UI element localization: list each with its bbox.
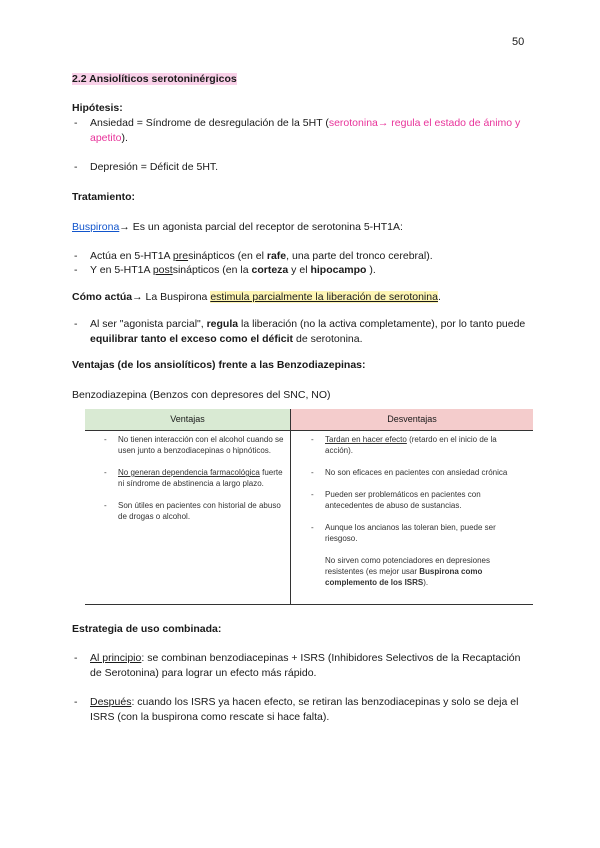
how-it-works: Cómo actúa→ La Buspirona estimula parcialmente la liberación de serotonina. [72,291,441,303]
list-item: - Y en 5-HT1A postsinápticos (en la corteza y el hipocampo ). [74,264,376,276]
treatment-intro: Buspirona→ Es un agonista parcial del receptor de serotonina 5-HT1A: [72,221,403,233]
list-item: - Al principio: se combinan benzodiacepinas + ISRS (Inhibidores Selectivos de la Recaptación de Serotonina) para lograr un efecto más rápido. [74,652,521,679]
table-item: - Son útiles en pacientes con historial de abuso de drogas o alcohol. [104,501,281,521]
list-item: - Ansiedad = Síndrome de desregulación de la 5HT (serotonina→ regula el estado de ánimo y apetito). [74,117,521,144]
hypothesis-heading: Hipótesis: [72,102,123,114]
desventajas-cell [311,434,525,588]
list-item: - Actúa en 5-HT1A presinápticos (en el rafe, una parte del tronco cerebral). [74,250,433,262]
page-number: 50 [512,36,525,48]
advantages-heading: Ventajas (de los ansiolíticos) frente a las Benzodiazepinas: [72,359,366,371]
table-header-desventajas: Desventajas [291,409,533,430]
table-item: - Aunque los ancianos las toleran bien, puede ser riesgoso. [311,523,496,543]
table-item: - No tienen interacción con el alcohol cuando se usen junto a benzodiacepinas o hipnóticos. [104,435,284,455]
advantages-subtitle: Benzodiazepina (Benzos con depresores del SNC, NO) [72,389,331,401]
table-header-ventajas: Ventajas [85,409,290,430]
table-item: - Tardan en hacer efecto (retardo en el inicio de la acción). [311,435,497,455]
table-item: - Pueden ser problemáticos en pacientes con antecedentes de abuso de sustancias. [311,490,481,510]
section-title: 2.2 Ansiolíticos serotoninérgicos [72,73,237,85]
table-note: No sirven como potenciadores en depresiones resistentes (es mejor usar Buspirona como complemento de los ISRS). [325,556,490,587]
treatment-heading: Tratamiento: [72,191,136,203]
buspirona-link[interactable]: Buspirona [72,221,120,233]
list-item: - Después: cuando los ISRS ya hacen efecto, se retiran las benzodiacepinas y solo se deja el ISRS (con la buspirona como rescate si hace falta). [74,696,519,723]
strategy-heading: Estrategia de uso combinada: [72,623,222,635]
table-item: - No generan dependencia farmacológica fuerte ni síndrome de abstinencia a largo plazo. [104,468,283,488]
list-item: - Al ser "agonista parcial", regula la liberación (no la activa completamente), por lo tanto puede equilibrar tanto el exceso como el déficit de serotonina. [74,318,526,345]
list-item: - Depresión = Déficit de 5HT. [74,161,219,173]
comparison-table [85,409,533,605]
table-item: - No son eficaces en pacientes con ansiedad crónica [311,468,508,477]
ventajas-cell [104,434,286,533]
